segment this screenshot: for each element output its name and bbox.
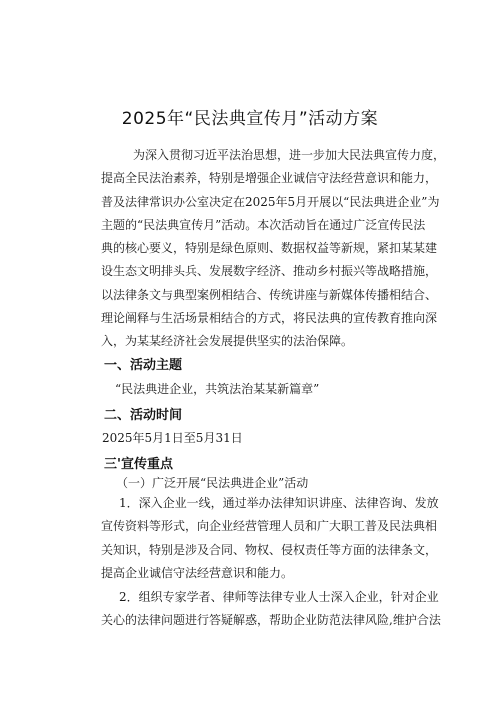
- intro-line: 普及法律常识办公室决定在2025年5月开展以“民法典进企业”为: [101, 194, 440, 209]
- intro-line: 设生态文明排头兵、发展数字经济、推动乡村振兴等战略措施，: [101, 264, 438, 279]
- item-line: 提高企业诚信守法经营意识和能力。: [101, 565, 294, 580]
- theme-text: “民法典进企业，共筑法治某某新篇章”: [115, 382, 320, 396]
- intro-paragraph: [101, 144, 446, 354]
- intro-line: 典的核心要义，特别是绿色原则、数据权益等新规，紧扣某某建: [101, 241, 438, 256]
- item-line: 1．深入企业一线，通过举办法律知识讲座、法律咨询、发放: [119, 496, 439, 510]
- intro-line: 入，为某某经济社会发展提供坚实的法治保障。: [101, 334, 354, 349]
- section-heading-time: 二、活动时间: [104, 408, 183, 423]
- focus-item-2: [101, 586, 441, 633]
- time-text: 2025年5月1日至5月31日: [102, 431, 243, 445]
- section-heading-theme: 一、活动主题: [104, 358, 183, 373]
- intro-line: 为深入贯彻习近平法治思想，进一步加大民法典宣传力度，: [133, 148, 446, 162]
- document-title: 2025年“民法典宣传月”活动方案: [121, 109, 379, 129]
- section-heading-focus: 三'宣传重点: [104, 457, 173, 472]
- intro-line: 主题的“民法典宣传月”活动。本次活动旨在通过广泛宣传民法: [101, 217, 426, 232]
- intro-line: 提高全民法治素养，特别是增强企业诚信守法经营意识和能力，: [101, 171, 438, 186]
- subsection-heading: （一）广泛开展“民法典进企业”活动: [116, 476, 309, 490]
- item-line: 2．组织专家学者、律师等法律专业人士深入企业，针对企业: [119, 590, 439, 604]
- item-line: 关知识，特别是涉及合同、物权、侵权责任等方面的法律条文，: [101, 542, 438, 557]
- item-line: 关心的法律问题进行答疑解惑，帮助企业防范法律风险,维护合法: [101, 613, 441, 628]
- intro-line: 以法律条文与典型案例相结合、传统讲座与新媒体传播相结合、: [101, 287, 438, 302]
- item-line: 宣传资料等形式，向企业经营管理人员和广大职工普及民法典相: [101, 519, 438, 534]
- intro-line: 理论阐释与生活场景相结合的方式，将民法典的宣传教育推向深: [101, 311, 438, 326]
- focus-item-1: [101, 492, 439, 585]
